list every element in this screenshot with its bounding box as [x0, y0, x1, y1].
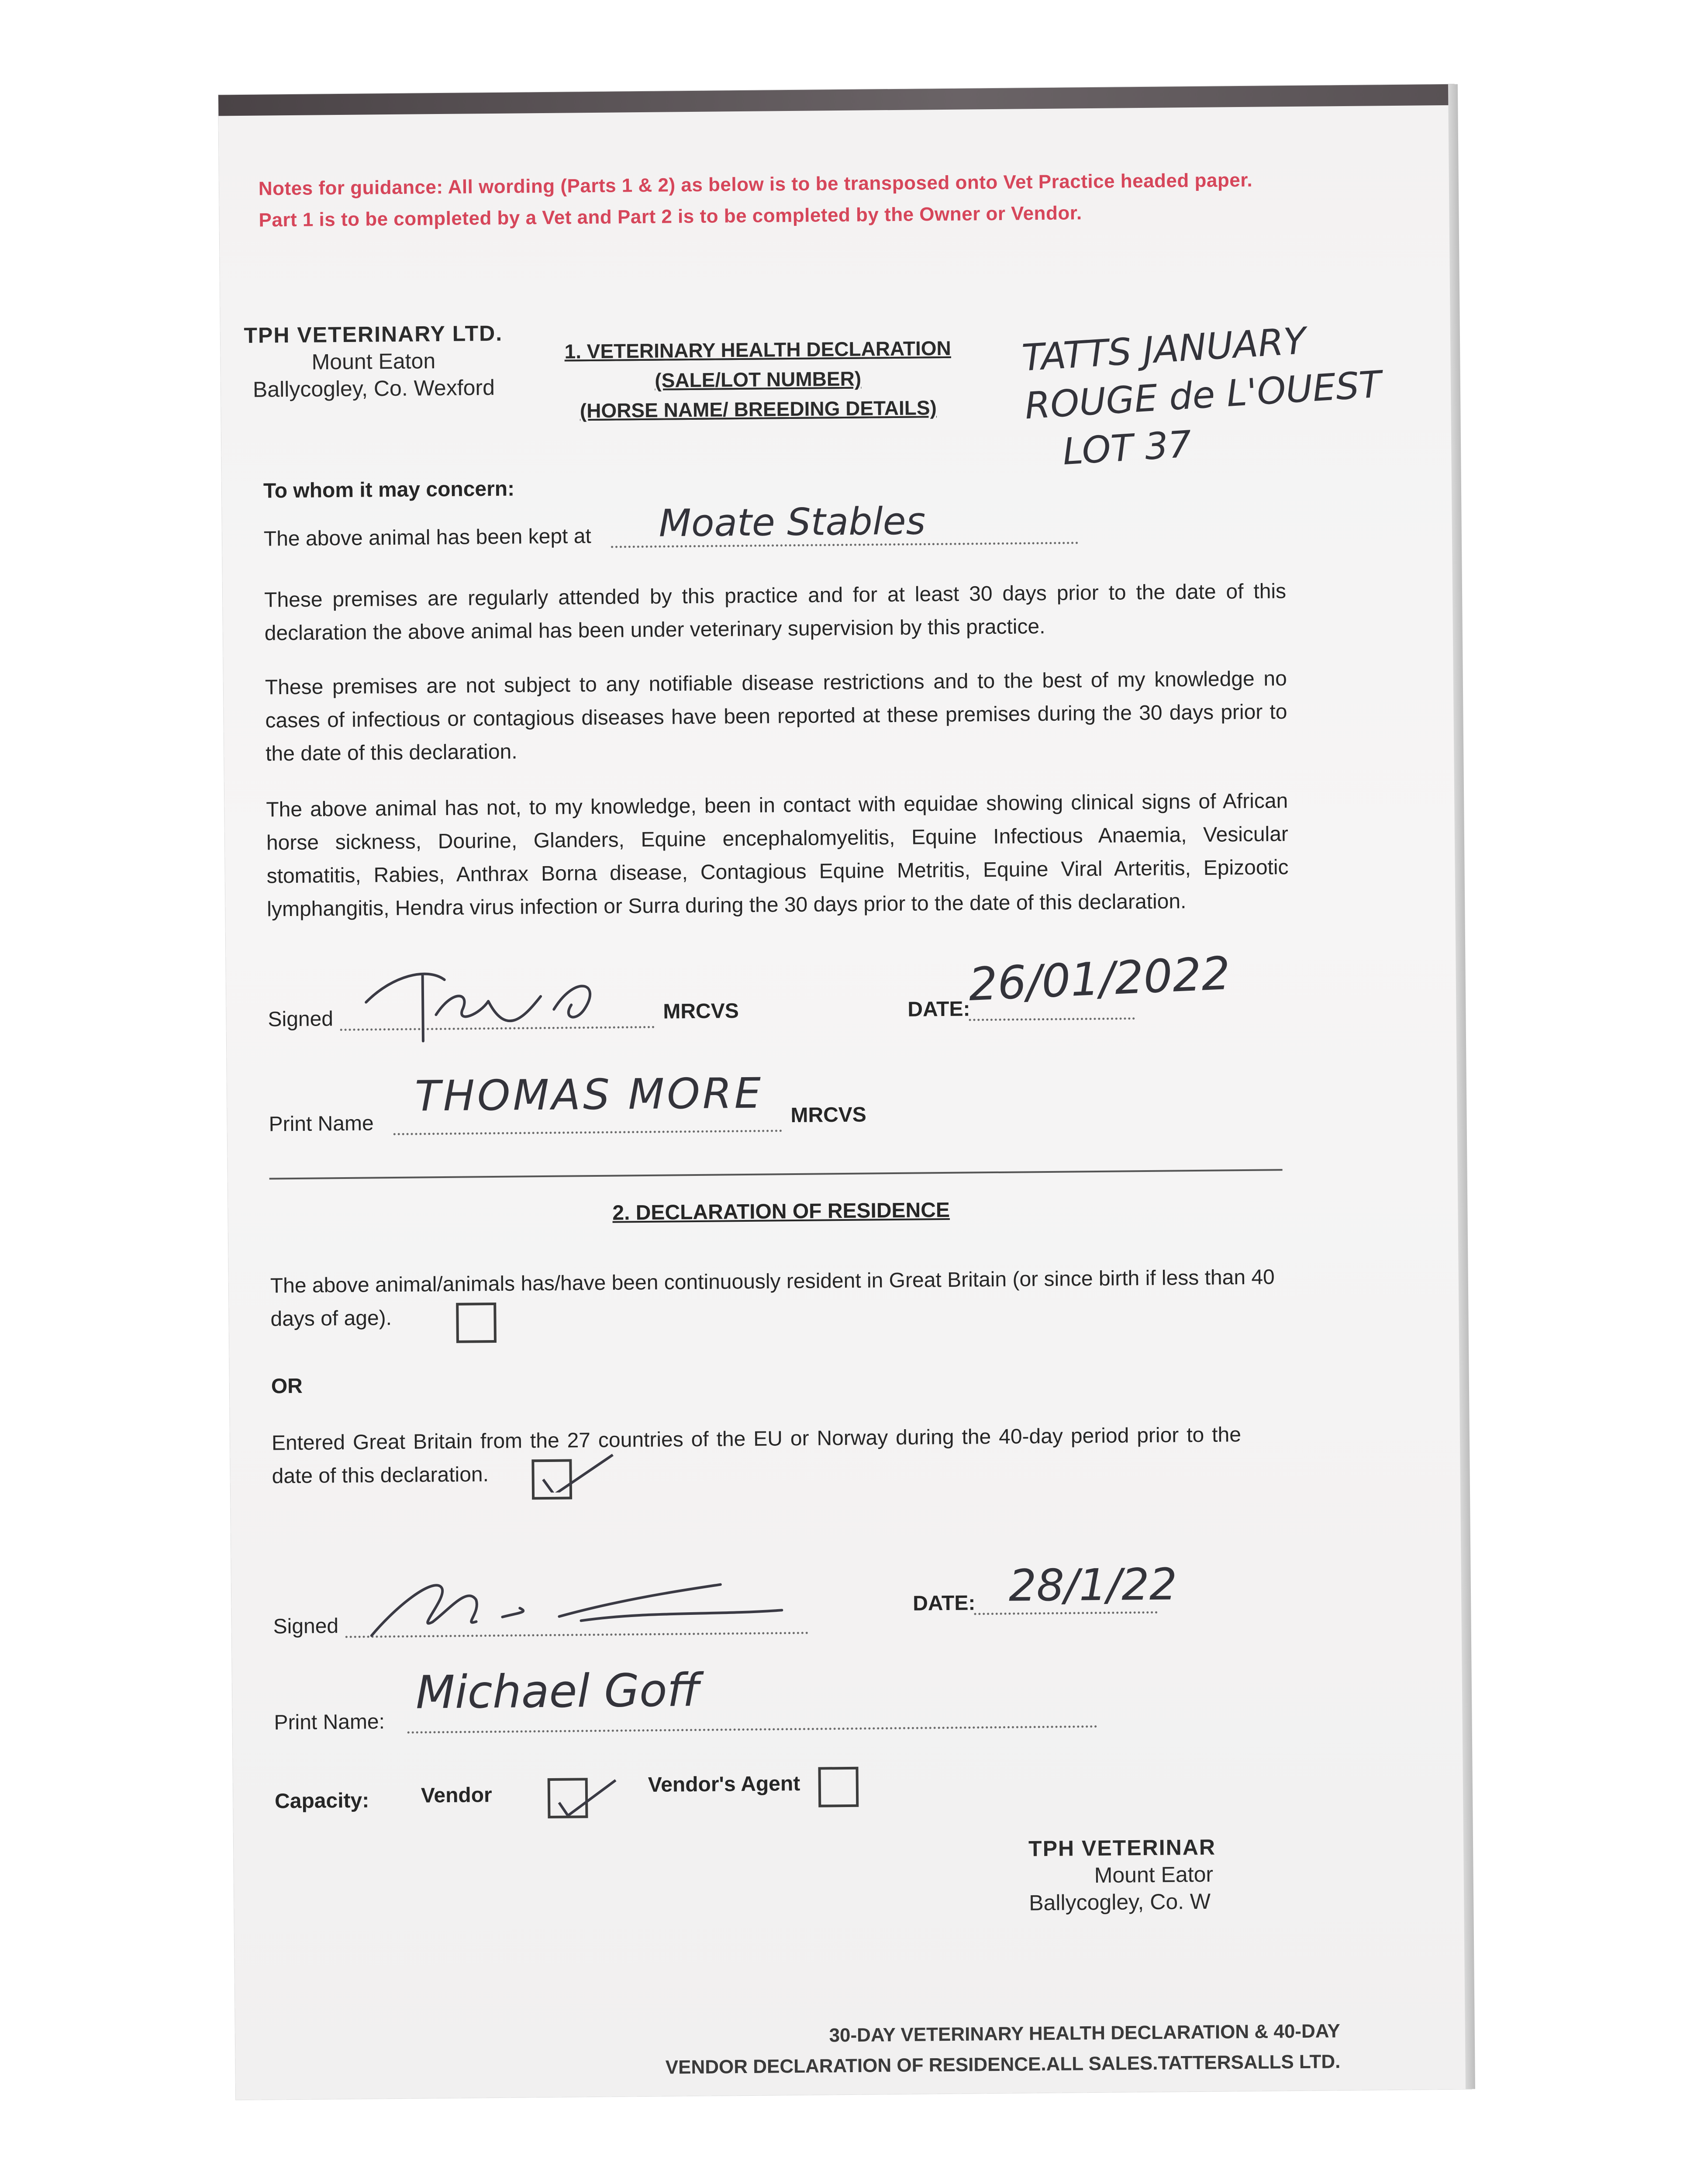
- guidance-note: Notes for guidance: All wording (Parts 1 & 2) as below is to be transposed onto Vet Practice headed paper. Part 1 is to be completed by a Vet and Part 2 is to be completed by the Owner or Vendor.: [258, 169, 1253, 231]
- vet-signature: [357, 947, 628, 1050]
- vet-signed-label: Signed: [268, 1007, 334, 1031]
- vendor-signed-label: Signed: [273, 1614, 339, 1638]
- residence-gb-checkbox[interactable]: [456, 1303, 497, 1343]
- part1-title: 1. VETERINARY HEALTH DECLARATION: [564, 336, 951, 363]
- vendor-signature: [362, 1558, 800, 1649]
- residence-option-gb: The above animal/animals has/have been continuously resident in Great Britain (or since birth if less than 40 days of age).: [270, 1265, 1275, 1331]
- capacity-agent-checkbox[interactable]: [818, 1767, 859, 1807]
- vendor-date-label: DATE:: [912, 1591, 976, 1615]
- to-whom-heading: To whom it may concern:: [263, 477, 515, 503]
- section-divider: [269, 1169, 1283, 1179]
- vet-print-name-value: THOMAS MORE: [414, 1068, 764, 1121]
- capacity-vendor-checkbox[interactable]: [548, 1778, 588, 1818]
- residence-option-eu: Entered Great Britain from the 27 countries of the EU or Norway during the 40-day period prior to the date of this declaration.: [271, 1423, 1242, 1488]
- scan-top-edge: [218, 84, 1454, 116]
- part1-heading: [561, 333, 955, 426]
- practice-name: TPH VETERINARY LTD.: [244, 321, 503, 348]
- kept-at-value: Moate Stables: [659, 499, 926, 546]
- checkmark-icon: [550, 1776, 621, 1816]
- practice-address: [221, 319, 527, 403]
- scanned-document: [218, 84, 1472, 2100]
- kept-at-label: The above animal has been kept at: [263, 525, 591, 551]
- stamp-line2: Mount Eator: [1094, 1862, 1214, 1888]
- practice-line1: Mount Eaton: [311, 349, 436, 374]
- practice-line2: Ballycogley, Co. Wexford: [252, 375, 495, 402]
- part1-subtitle-horse: (HORSE NAME/ BREEDING DETAILS): [580, 396, 937, 422]
- handwritten-horse: ROUGE de L'OUEST: [1023, 363, 1383, 428]
- part1-paragraph-diseases: The above animal has not, to my knowledge, been in contact with equidae showing clinical signs of African horse sickness, Dourine, Glanders, Equine encephalomyelitis, Equine Infectious Anaemia, Vesicular stomatitis, Rabies, Anthrax Borna disease, Contagious Equine Metritis, Equine Viral Arteritis, Epizootic lymphangitis, Hendra virus infection or Surra during the 30 days prior to the date of this declaration.: [266, 789, 1289, 921]
- vendor-date-value: 28/1/22: [1008, 1559, 1177, 1611]
- or-label: OR: [271, 1374, 303, 1398]
- vet-date-line: [969, 1017, 1135, 1021]
- capacity-vendor-label: Vendor: [421, 1783, 492, 1807]
- stamp-line1: TPH VETERINAR: [1028, 1835, 1216, 1861]
- form-footer: [665, 2016, 1341, 2083]
- vet-date-value: 26/01/2022: [967, 946, 1232, 1011]
- part1-paragraph-supervision: These premises are regularly attended by this practice and for at least 30 days prior to the date of this declaration the above animal has been under veterinary supervision by this practice.: [264, 580, 1287, 645]
- part1-subtitle-sale: (SALE/LOT NUMBER): [655, 367, 862, 392]
- scan-right-edge: [1448, 84, 1475, 2089]
- handwritten-sale-details: [1021, 311, 1413, 478]
- stamp-line3: Ballycogley, Co. W: [1028, 1889, 1211, 1915]
- vendor-print-name-line: [407, 1725, 1097, 1734]
- part2-title: 2. DECLARATION OF RESIDENCE: [612, 1198, 950, 1225]
- vendor-date-line: [974, 1611, 1157, 1615]
- vet-print-name-line: [393, 1130, 782, 1135]
- vet-date-label: DATE:: [907, 997, 970, 1021]
- vet-mrcvs-label: MRCVS: [663, 999, 739, 1023]
- vendor-print-name-label: Print Name:: [274, 1710, 385, 1735]
- capacity-agent-label: Vendor's Agent: [648, 1772, 800, 1797]
- handwritten-sale: TATTS JANUARY: [1021, 319, 1308, 380]
- checkmark-icon: [534, 1452, 622, 1493]
- footer-line2: VENDOR DECLARATION OF RESIDENCE.ALL SALES.TATTERSALLS LTD.: [665, 2051, 1341, 2078]
- handwritten-lot: LOT 37: [1061, 422, 1193, 473]
- part1-paragraph-restrictions: These premises are not subject to any notifiable disease restrictions and to the best of my knowledge no cases of infectious or contagious diseases have been reported at these premises during the 30 days prior to the date of this declaration.: [265, 667, 1287, 766]
- vet-print-mrcvs-label: MRCVS: [790, 1103, 867, 1127]
- vet-print-name-label: Print Name: [269, 1112, 374, 1136]
- capacity-label: Capacity:: [274, 1789, 369, 1813]
- practice-stamp: [1028, 1832, 1335, 1916]
- footer-line1: 30-DAY VETERINARY HEALTH DECLARATION & 40-DAY: [829, 2020, 1341, 2046]
- vendor-print-name-value: Michael Goff: [415, 1663, 700, 1719]
- residence-eu-checkbox[interactable]: [531, 1459, 572, 1500]
